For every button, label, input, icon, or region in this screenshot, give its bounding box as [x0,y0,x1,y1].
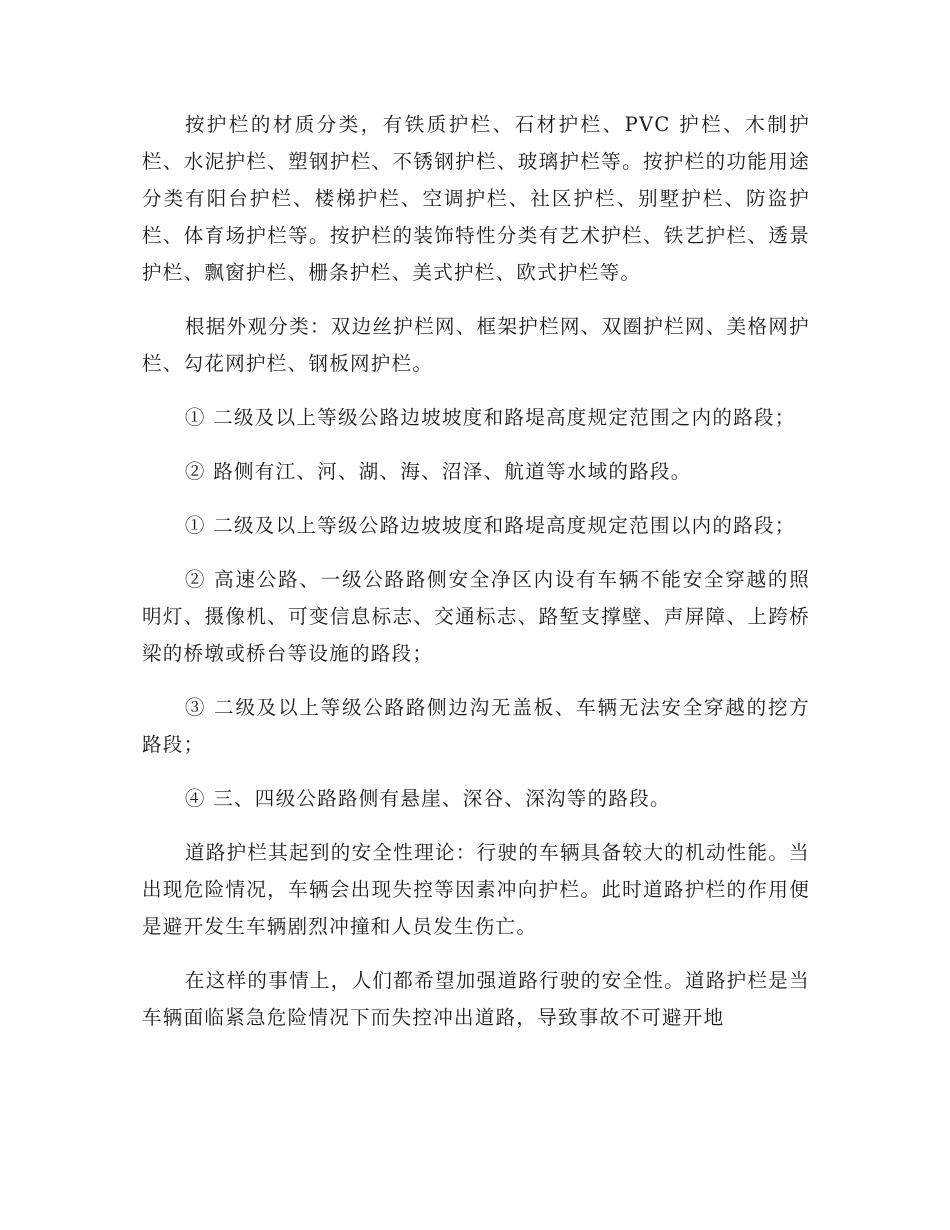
document-body [142,106,810,1053]
list-item-slope-range-1: ① 二级及以上等级公路边坡坡度和路堤高度规定范围之内的路段； [184,406,796,429]
paragraph-road-safety: 在这样的事情上，人们都希望加强道路行驶的安全性。道路护栏是当车辆面临紧急危险情况下而失控冲出道路，导致事故不可避开地 [142,969,810,1029]
list-item-water-area: ② 路侧有江、河、湖、海、沼泽、航道等水域的路段。 [184,460,692,483]
list-item-highway-facilities: ② 高速公路、一级公路路侧安全净区内设有车辆不能安全穿越的照明灯、摄像机、可变信息标志、交通标志、路堑支撑壁、声屏障、上跨桥梁的桥墩或桥台等设施的路段； [142,568,810,665]
paragraph-appearance-classification: 根据外观分类：双边丝护栏网、框架护栏网、双圈护栏网、美格网护栏、勾花网护栏、钢板网护栏。 [142,315,810,375]
list-item-slope-range-2: ① 二级及以上等级公路边坡坡度和路堤高度规定范围以内的路段； [184,514,796,537]
list-item-ditch-without-cover: ③ 二级及以上等级公路路侧边沟无盖板、车辆无法安全穿越的挖方路段； [142,696,810,756]
list-item-cliff-valley: ④ 三、四级公路路侧有悬崖、深谷、深沟等的路段。 [184,787,671,810]
paragraph-safety-theory: 道路护栏其起到的安全性理论：行驶的车辆具备较大的机动性能。当出现危险情况，车辆会出现失控等因素冲向护栏。此时道路护栏的作用便是避开发生车辆剧烈冲撞和人员发生伤亡。 [142,841,810,938]
paragraph-material-classification: 按护栏的材质分类，有铁质护栏、石材护栏、PVC 护栏、木制护栏、水泥护栏、塑钢护栏、不锈钢护栏、玻璃护栏等。按护栏的功能用途分类有阳台护栏、楼梯护栏、空调护栏、社区护栏、别墅护栏、防盗护栏、体育场护栏等。按护栏的装饰特性分类有艺术护栏、铁艺护栏、透景护栏、飘窗护栏、栅条护栏、美式护栏、欧式护栏等。 [142,113,810,284]
